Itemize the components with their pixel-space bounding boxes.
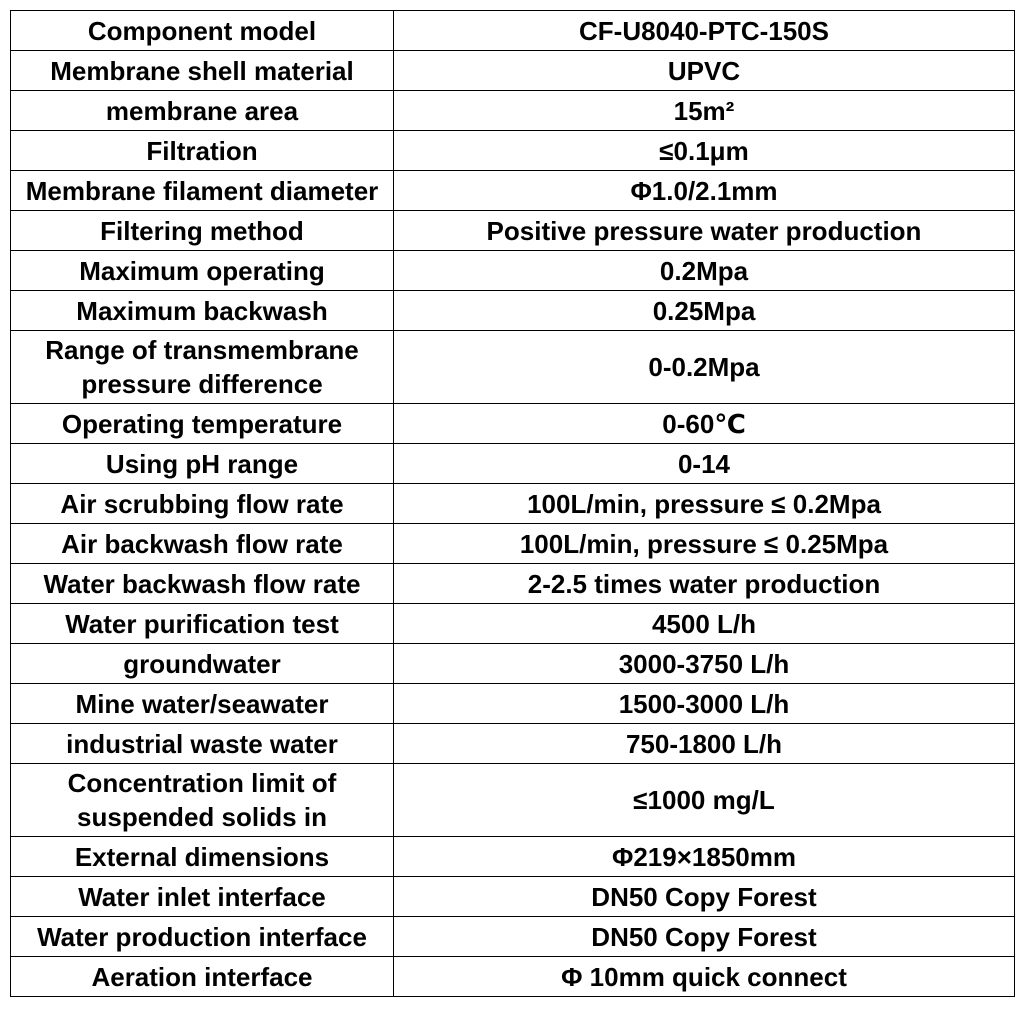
row-label: External dimensions	[11, 837, 394, 877]
row-value: 100L/min, pressure ≤ 0.2Mpa	[394, 484, 1015, 524]
row-label: Using pH range	[11, 444, 394, 484]
table-row	[11, 404, 1015, 444]
table-row	[11, 211, 1015, 251]
table-row	[11, 764, 1015, 837]
row-value: 0-14	[394, 444, 1015, 484]
table-row	[11, 604, 1015, 644]
row-value: Φ219×1850mm	[394, 837, 1015, 877]
table-row	[11, 724, 1015, 764]
row-label: Mine water/seawater	[11, 684, 394, 724]
table-row	[11, 331, 1015, 404]
table-row	[11, 524, 1015, 564]
row-value: 2-2.5 times water production	[394, 564, 1015, 604]
row-label: Membrane filament diameter	[11, 171, 394, 211]
row-value: CF-U8040-PTC-150S	[394, 11, 1015, 51]
row-label: Water purification test	[11, 604, 394, 644]
row-label: Maximum backwash	[11, 291, 394, 331]
table-row	[11, 291, 1015, 331]
row-label: industrial waste water	[11, 724, 394, 764]
row-label: Air backwash flow rate	[11, 524, 394, 564]
table-row	[11, 684, 1015, 724]
row-value: 1500-3000 L/h	[394, 684, 1015, 724]
row-label: Maximum operating	[11, 251, 394, 291]
table-row	[11, 564, 1015, 604]
spec-table	[10, 10, 1015, 997]
row-value: 3000-3750 L/h	[394, 644, 1015, 684]
table-row	[11, 251, 1015, 291]
table-row	[11, 837, 1015, 877]
table-row	[11, 484, 1015, 524]
table-row	[11, 644, 1015, 684]
table-row	[11, 171, 1015, 211]
table-row	[11, 131, 1015, 171]
row-label: Range of transmembrane pressure difference	[11, 331, 394, 404]
row-value: 0.2Mpa	[394, 251, 1015, 291]
row-value: DN50 Copy Forest	[394, 877, 1015, 917]
row-value: 100L/min, pressure ≤ 0.25Mpa	[394, 524, 1015, 564]
row-label: Membrane shell material	[11, 51, 394, 91]
row-label: Air scrubbing flow rate	[11, 484, 394, 524]
row-label: Operating temperature	[11, 404, 394, 444]
row-value: 750-1800 L/h	[394, 724, 1015, 764]
table-row	[11, 51, 1015, 91]
row-label: Water inlet interface	[11, 877, 394, 917]
table-row	[11, 957, 1015, 997]
table-row	[11, 917, 1015, 957]
row-value: DN50 Copy Forest	[394, 917, 1015, 957]
row-value: UPVC	[394, 51, 1015, 91]
table-row	[11, 877, 1015, 917]
row-value: 0-0.2Mpa	[394, 331, 1015, 404]
table-row	[11, 444, 1015, 484]
row-value: 15m²	[394, 91, 1015, 131]
row-value: 0-60℃	[394, 404, 1015, 444]
row-label: Concentration limit of suspended solids in	[11, 764, 394, 837]
row-label: membrane area	[11, 91, 394, 131]
row-label: Water production interface	[11, 917, 394, 957]
row-label: Component model	[11, 11, 394, 51]
row-label: Aeration interface	[11, 957, 394, 997]
row-value: Φ 10mm quick connect	[394, 957, 1015, 997]
table-row	[11, 11, 1015, 51]
row-value: ≤0.1μm	[394, 131, 1015, 171]
row-label: Filtration	[11, 131, 394, 171]
row-label: Water backwash flow rate	[11, 564, 394, 604]
row-label: groundwater	[11, 644, 394, 684]
row-value: Positive pressure water production	[394, 211, 1015, 251]
row-label: Filtering method	[11, 211, 394, 251]
row-value: ≤1000 mg/L	[394, 764, 1015, 837]
table-row	[11, 91, 1015, 131]
row-value: 0.25Mpa	[394, 291, 1015, 331]
row-value: Φ1.0/2.1mm	[394, 171, 1015, 211]
row-value: 4500 L/h	[394, 604, 1015, 644]
